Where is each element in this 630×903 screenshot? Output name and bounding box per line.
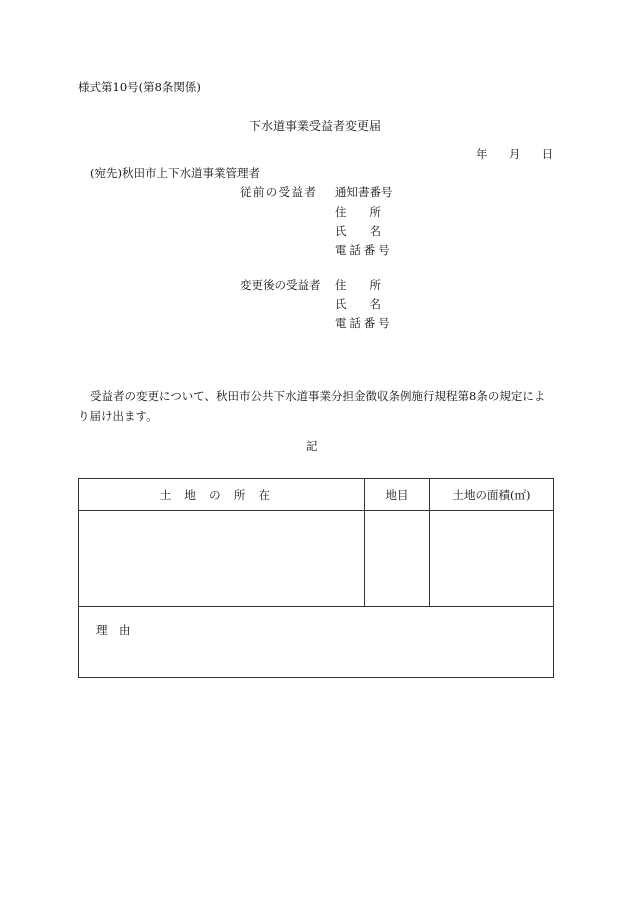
new-heading: 変更後の受益者 [240, 278, 321, 292]
date-day: 日 [541, 147, 554, 161]
date-month: 月 [508, 147, 521, 161]
header-category: 地目 [365, 479, 430, 511]
cell-reason[interactable] [79, 607, 554, 678]
new-phone: 電話番号 [335, 316, 393, 330]
header-area: 土地の面積(㎡) [430, 479, 554, 511]
form-title: 下水道事業受益者変更届 [249, 119, 382, 133]
previous-notice-number: 通知書番号 [335, 185, 393, 199]
new-address: 住 所 [335, 278, 381, 292]
date-line [476, 149, 553, 161]
cell-area[interactable] [430, 511, 554, 607]
cell-category[interactable] [365, 511, 430, 607]
form-number: 様式第10号(第8条関係) [78, 80, 201, 94]
previous-heading: 従前の受益者 [240, 185, 318, 199]
note-mark: 記 [306, 439, 318, 453]
date-year: 年 [476, 147, 488, 161]
body-text-line-1: 受益者の変更について、秋田市公共下水道事業分担金徴収条例施行規程第8条の規定によ [90, 389, 546, 403]
cell-location[interactable] [79, 511, 365, 607]
header-location: 土地の所在 [79, 479, 365, 511]
previous-name: 氏 名 [335, 224, 381, 238]
body-text-line-2: り届け出ます。 [78, 409, 158, 423]
new-name: 氏 名 [335, 297, 381, 311]
previous-phone: 電話番号 [335, 243, 393, 257]
reason-label: 理由 [96, 623, 142, 637]
land-table [78, 478, 554, 678]
previous-address: 住 所 [335, 205, 381, 219]
addressee: (宛先)秋田市上下水道事業管理者 [90, 166, 260, 180]
